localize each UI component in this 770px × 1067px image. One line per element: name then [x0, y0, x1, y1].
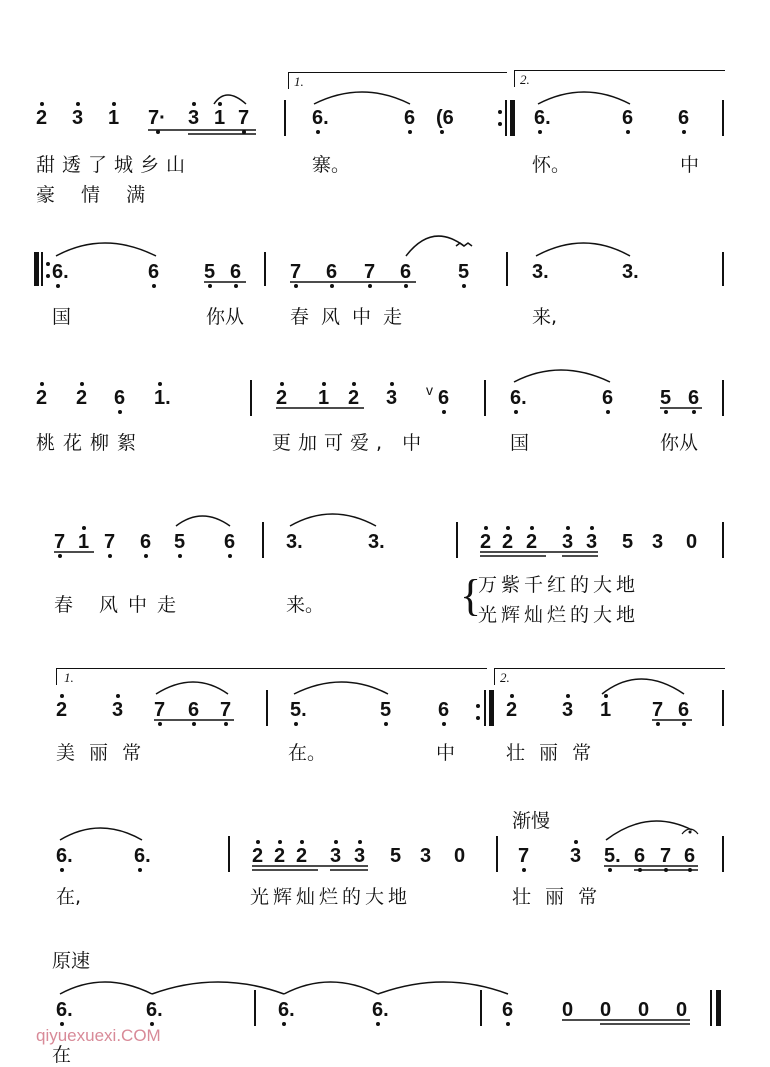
lyric: 光辉灿烂的大地	[250, 886, 412, 908]
note: 6	[230, 261, 242, 283]
lyric: 中	[680, 154, 700, 176]
note: 7	[154, 699, 166, 721]
note: 3	[386, 387, 398, 409]
note: 7·	[148, 107, 166, 129]
note: 6	[438, 387, 450, 409]
note: 2	[348, 387, 360, 409]
note: 7	[104, 531, 116, 553]
note: 7	[652, 699, 664, 721]
note: 6	[400, 261, 412, 283]
note: 6	[678, 107, 690, 129]
note: 6	[634, 845, 646, 867]
note: 3.	[622, 261, 639, 283]
note: 2	[56, 699, 68, 721]
note: 7	[238, 107, 250, 129]
note: 2	[76, 387, 88, 409]
note: 1	[78, 531, 90, 553]
note: 6.	[510, 387, 527, 409]
tempo-marking: 原速	[52, 950, 91, 972]
lyric: 国	[510, 432, 530, 454]
volta-2-label: 2.	[500, 670, 510, 685]
note: 0	[686, 531, 698, 553]
breath-mark: v	[426, 382, 433, 398]
note: 5	[204, 261, 216, 283]
note: 3	[72, 107, 84, 129]
note: 3	[562, 531, 574, 553]
note: 6	[224, 531, 236, 553]
lyric: 来。	[286, 594, 325, 616]
lyric: 壮 丽 常	[512, 886, 602, 908]
note: 5	[622, 531, 634, 553]
note: 3	[330, 845, 342, 867]
note: 3	[112, 699, 124, 721]
note: 2	[526, 531, 538, 553]
note: 7	[220, 699, 232, 721]
volta-2-label: 2.	[520, 72, 530, 87]
note: 3	[354, 845, 366, 867]
note: 2	[36, 107, 48, 129]
lyric: 中	[436, 742, 456, 764]
note: 7	[54, 531, 66, 553]
note: 3.	[532, 261, 549, 283]
lyric: 桃花柳絮	[36, 432, 145, 454]
note: 6	[326, 261, 338, 283]
note: 6.	[134, 845, 151, 867]
lyric: 你从	[206, 306, 245, 328]
note: 6	[140, 531, 152, 553]
note: 3.	[368, 531, 385, 553]
note: 6.	[56, 999, 73, 1021]
watermark: qiyuexuexi.COM	[36, 1026, 161, 1045]
note: 3.	[286, 531, 303, 553]
note: 5	[174, 531, 186, 553]
note: 2	[276, 387, 288, 409]
lyric: 美 丽 常	[56, 742, 146, 764]
note: 6	[602, 387, 614, 409]
note: 7	[364, 261, 376, 283]
note: 3	[420, 845, 432, 867]
lyric: 更加可爱, 中	[272, 432, 429, 454]
tempo-marking: 渐慢	[512, 810, 551, 832]
note: 0	[676, 999, 688, 1021]
note: 6	[502, 999, 514, 1021]
note: 2	[36, 387, 48, 409]
note: 5	[458, 261, 470, 283]
volta-1-label: 1.	[294, 74, 304, 89]
note: 2	[506, 699, 518, 721]
note: 2	[274, 845, 286, 867]
note: 6	[438, 699, 450, 721]
note: (6	[436, 107, 454, 129]
note: 6	[678, 699, 690, 721]
note: 6	[688, 387, 700, 409]
lyric: 在。	[288, 742, 327, 764]
note: 3	[586, 531, 598, 553]
note: 1	[600, 699, 612, 721]
note: 6	[148, 261, 160, 283]
lyric: 寨。	[312, 154, 351, 176]
note: 6	[404, 107, 416, 129]
note: 6.	[278, 999, 295, 1021]
note: 0	[562, 999, 574, 1021]
note: 5.	[290, 699, 307, 721]
note: 1	[214, 107, 226, 129]
note: 2	[502, 531, 514, 553]
lyric: 你从	[660, 432, 699, 454]
note: 3	[188, 107, 200, 129]
note: 1	[108, 107, 120, 129]
lyric: 万紫千红的大地	[478, 574, 640, 596]
lyric: 国	[52, 306, 72, 328]
note: 3	[562, 699, 574, 721]
volta-1-label: 1.	[64, 670, 74, 685]
note: 7	[290, 261, 302, 283]
lyric: 在,	[56, 886, 82, 908]
note: 0	[454, 845, 466, 867]
lyric: 来,	[532, 306, 558, 328]
lyric-brace: {	[460, 571, 482, 620]
lyric: 春风中走	[290, 306, 415, 328]
note: 0	[638, 999, 650, 1021]
note: 5	[380, 699, 392, 721]
note: 1.	[154, 387, 171, 409]
note: 6	[114, 387, 126, 409]
lyric: 壮 丽 常	[506, 742, 596, 764]
note: 6.	[534, 107, 551, 129]
note: 3	[652, 531, 664, 553]
lyric: 春 风中走	[54, 594, 187, 616]
lyric: 在	[52, 1044, 72, 1066]
note: 5	[660, 387, 672, 409]
note: 5.	[604, 845, 621, 867]
note: 6	[622, 107, 634, 129]
lyric: 怀。	[532, 154, 571, 176]
note: 6	[188, 699, 200, 721]
note: 0	[600, 999, 612, 1021]
note: 7	[518, 845, 530, 867]
note: 6.	[52, 261, 69, 283]
lyric: 甜透了城乡山	[36, 154, 193, 176]
note: 7	[660, 845, 672, 867]
note: 3	[570, 845, 582, 867]
note: 1	[318, 387, 330, 409]
lyric: 光辉灿烂的大地	[478, 604, 640, 626]
note: 2	[252, 845, 264, 867]
note: 6.	[312, 107, 329, 129]
note: 2	[480, 531, 492, 553]
note: 6.	[56, 845, 73, 867]
note: 6	[684, 845, 696, 867]
note: 6.	[372, 999, 389, 1021]
note: 5	[390, 845, 402, 867]
lyric: 豪 情 满	[36, 184, 156, 206]
note: 2	[296, 845, 308, 867]
note: 6.	[146, 999, 163, 1021]
